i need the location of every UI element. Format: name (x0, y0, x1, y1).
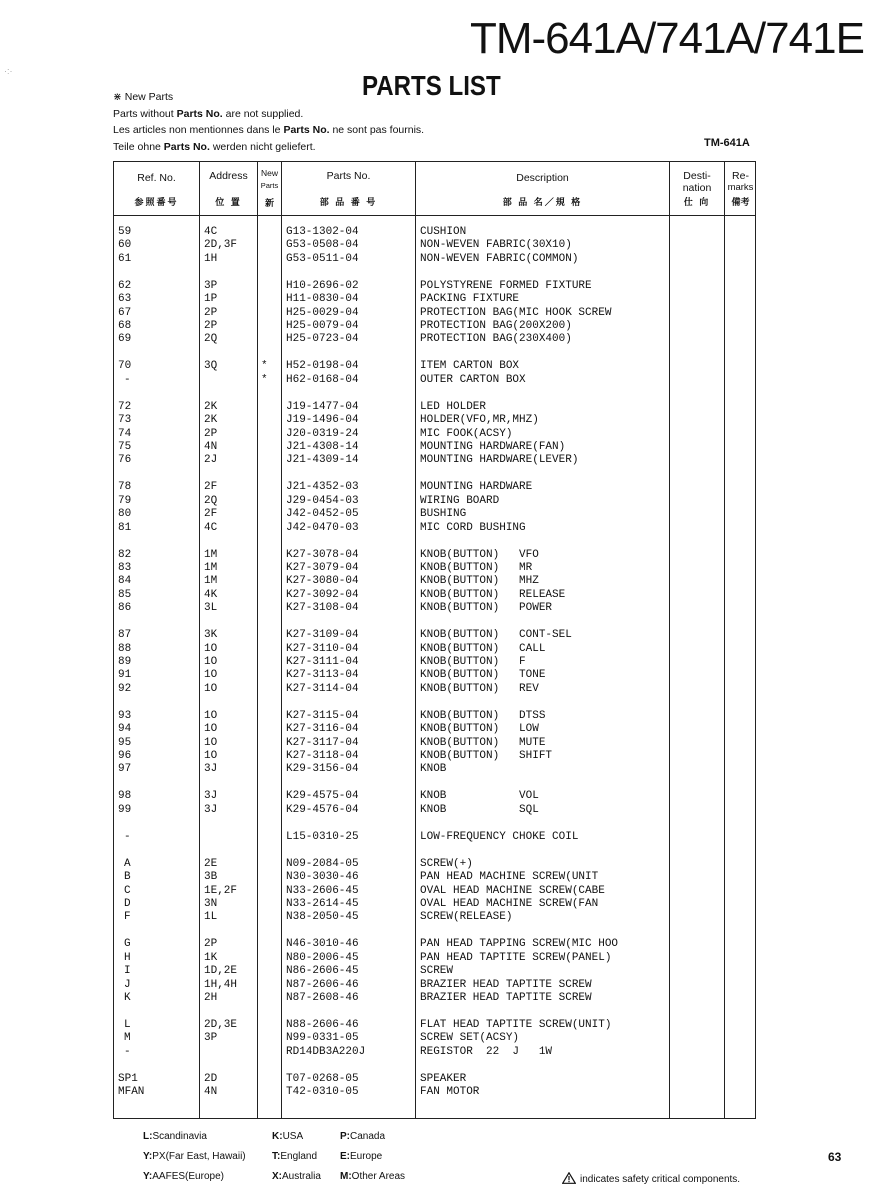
address-cell: 1E,2F (204, 884, 238, 897)
address-cell: 2P (204, 938, 218, 951)
ref-no-cell: 62 (118, 279, 132, 292)
legend-value: England (280, 1151, 318, 1162)
legend-row (340, 1151, 382, 1162)
model-title: TM-641A/741A/741E (470, 14, 864, 63)
description-cell: PROTECTION BAG(MIC HOOK SCREW (420, 306, 612, 319)
parts-no-cell: G13-1302-04 (286, 226, 359, 238)
column-divider (257, 162, 258, 1118)
header-parts-no: Parts No. (326, 170, 371, 182)
description-cell: OVAL HEAD MACHINE SCREW(FAN (420, 898, 599, 910)
description-cell: KNOB(BUTTON) DTSS (420, 709, 546, 722)
description-cell: BUSHING (420, 508, 467, 521)
description-cell: KNOB(BUTTON) MHZ (420, 575, 539, 588)
ref-no-cell: 76 (118, 454, 132, 467)
parts-no-cell: K27-3108-04 (286, 602, 359, 615)
parts-no-cell: T42-0310-05 (286, 1086, 359, 1099)
description-cell: FLAT HEAD TAPTITE SCREW(UNIT) (420, 1019, 612, 1031)
address-cell: 3N (204, 898, 218, 910)
parts-no-cell: K27-3114-04 (286, 682, 359, 695)
description-cell: KNOB(BUTTON) SHIFT (420, 750, 553, 762)
header-ref: Ref. No. (137, 172, 176, 184)
column-divider (415, 162, 416, 1118)
description-cell: KNOB VOL (420, 790, 539, 803)
description-cell: REGISTOR 22 J 1W (420, 1045, 553, 1058)
header-separator (114, 215, 755, 216)
column-divider (199, 162, 200, 1118)
description-cell: MOUNTING HARDWARE (420, 481, 533, 494)
address-cell: 2Q (204, 333, 218, 346)
address-cell: 1O (204, 736, 218, 749)
description-cell: KNOB SQL (420, 803, 539, 816)
note-text: werden nicht geliefert. (209, 141, 316, 153)
parts-no-cell: H11-0830-04 (286, 293, 359, 306)
header-destination-1: Desti- (683, 170, 711, 182)
ref-no-cell: 96 (118, 750, 132, 762)
address-cell: 3L (204, 602, 218, 615)
description-cell: KNOB(BUTTON) RELEASE (420, 588, 566, 601)
parts-no-cell: J29-0454-03 (286, 494, 359, 507)
ref-no-cell: F (124, 911, 131, 924)
header-address: Address (209, 170, 248, 182)
ref-no-cell: K (124, 992, 131, 1004)
ref-no-cell: - (124, 373, 131, 386)
ref-no-cell: SP1 (118, 1072, 138, 1085)
legend-value: Canada (350, 1131, 386, 1142)
parts-no-cell: K27-3118-04 (286, 750, 359, 762)
description-cell: KNOB(BUTTON) VFO (420, 548, 539, 561)
address-cell: 4N (204, 441, 218, 453)
address-cell: 1L (204, 911, 218, 924)
description-cell: KNOB(BUTTON) TONE (420, 669, 546, 682)
ref-no-cell: 61 (118, 252, 132, 265)
ref-no-cell: - (124, 830, 131, 843)
address-cell: 2E (204, 857, 218, 870)
legend-key: P: (340, 1131, 350, 1142)
parts-no-cell: K27-3080-04 (286, 575, 359, 588)
parts-no-cell: K27-3092-04 (286, 588, 359, 601)
parts-no-cell: K27-3078-04 (286, 548, 359, 561)
ref-no-cell: 60 (118, 239, 132, 252)
ref-no-cell: 83 (118, 562, 132, 574)
address-cell: 2F (204, 481, 218, 494)
description-cell: POLYSTYRENE FORMED FIXTURE (420, 279, 592, 292)
legend-key: L: (143, 1131, 153, 1142)
address-cell: 2P (204, 306, 218, 319)
address-cell: 3J (204, 790, 218, 803)
description-cell: BRAZIER HEAD TAPTITE SCREW (420, 978, 592, 991)
legend-key: X: (272, 1171, 282, 1182)
address-cell: 3P (204, 279, 218, 292)
parts-no-cell: H52-0198-04 (286, 360, 359, 373)
legend-row (340, 1171, 405, 1182)
ref-no-cell: 75 (118, 441, 132, 453)
address-cell: 4N (204, 1086, 218, 1099)
ref-no-cell: 97 (118, 763, 132, 776)
header-remarks-1: Re- (732, 170, 749, 182)
ref-no-cell: C (124, 884, 131, 897)
parts-no-cell: K29-4576-04 (286, 803, 359, 816)
address-cell: 3J (204, 803, 218, 816)
note-german (113, 141, 316, 153)
address-cell: 3P (204, 1032, 218, 1045)
address-cell: 1O (204, 682, 218, 695)
legend-key: Y: (143, 1171, 153, 1182)
description-cell: KNOB(BUTTON) REV (420, 682, 539, 695)
parts-no-cell: G53-0511-04 (286, 252, 359, 265)
legend-key: M: (340, 1171, 352, 1182)
note-english (113, 108, 303, 120)
address-cell: 4K (204, 588, 218, 601)
header-destination-2: nation (682, 182, 712, 194)
description-cell: KNOB(BUTTON) LOW (420, 723, 539, 736)
address-cell: 3Q (204, 360, 218, 373)
note-text: Teile ohne (113, 141, 164, 153)
safety-note (562, 1172, 740, 1185)
legend-key: Y: (143, 1151, 153, 1162)
legend-key: T: (272, 1151, 281, 1162)
ref-no-cell: G (124, 938, 131, 951)
parts-no-cell: N80-2006-45 (286, 951, 359, 964)
parts-no-cell: N86-2606-45 (286, 965, 359, 978)
address-cell: 1O (204, 642, 218, 655)
ref-no-cell: 63 (118, 293, 132, 306)
parts-no-cell: K27-3110-04 (286, 642, 359, 655)
header-new-1: New (260, 168, 278, 178)
address-cell: 1K (204, 951, 218, 964)
parts-no-cell: N30-3030-46 (286, 871, 359, 884)
address-cell: 1H,4H (204, 978, 238, 991)
legend-row (143, 1171, 224, 1182)
parts-no-cell: H25-0079-04 (286, 320, 359, 332)
description-cell: KNOB (420, 763, 447, 776)
description-cell: PAN HEAD MACHINE SCREW(UNIT (420, 871, 599, 884)
ref-no-cell: 88 (118, 642, 132, 655)
parts-no-cell: K27-3111-04 (286, 656, 359, 668)
legend-value: USA (282, 1131, 304, 1142)
ref-no-cell: 84 (118, 575, 132, 588)
description-cell: MIC FOOK(ACSY) (420, 427, 513, 440)
address-cell: 2D,3E (204, 1019, 238, 1031)
address-cell: 2J (204, 454, 218, 467)
description-cell: PAN HEAD TAPPING SCREW(MIC HOO (420, 938, 619, 951)
ref-no-cell: B (124, 871, 131, 884)
scan-artifact-mark: ·:· (4, 66, 13, 76)
column-divider (281, 162, 282, 1118)
address-cell: 2P (204, 427, 218, 440)
description-cell: SCREW SET(ACSY) (420, 1032, 520, 1045)
legend-value: PX(Far East, Hawaii) (152, 1151, 246, 1162)
parts-no-cell: K27-3079-04 (286, 562, 359, 574)
address-cell: 3J (204, 763, 218, 776)
new-parts-mark: ⋇ (113, 91, 122, 103)
parts-no-cell: N33-2606-45 (286, 884, 359, 897)
model-tag: TM-641A (704, 137, 750, 149)
description-cell: KNOB(BUTTON) POWER (420, 602, 553, 615)
parts-no-cell: H25-0029-04 (286, 306, 359, 319)
ref-no-cell: 94 (118, 723, 132, 736)
parts-no-cell: H25-0723-04 (286, 333, 359, 346)
description-cell: SCREW(RELEASE) (420, 911, 513, 924)
ref-no-cell: 73 (118, 414, 132, 427)
description-cell: ITEM CARTON BOX (420, 360, 520, 373)
ref-no-cell: 82 (118, 548, 132, 561)
ref-no-cell: 69 (118, 333, 132, 346)
header-description-jp: 部 品 名／規 格 (502, 197, 583, 207)
column-divider (669, 162, 670, 1118)
ref-no-cell: 67 (118, 306, 132, 319)
ref-no-cell: 91 (118, 669, 132, 682)
description-cell: WIRING BOARD (420, 494, 500, 507)
legend-value: Other Areas (351, 1171, 406, 1182)
header-destination-jp: 仕 向 (683, 197, 711, 207)
address-cell: 1M (204, 575, 218, 588)
parts-no-cell: K27-3116-04 (286, 723, 359, 736)
description-cell: MOUNTING HARDWARE(LEVER) (420, 454, 579, 467)
address-cell: 2F (204, 508, 218, 521)
header-address-jp: 位 置 (215, 197, 242, 207)
description-cell: PAN HEAD TAPTITE SCREW(PANEL) (420, 951, 612, 964)
parts-no-cell: J21-4309-14 (286, 454, 359, 467)
safety-note-text: indicates safety critical components. (580, 1174, 741, 1185)
ref-no-cell: 70 (118, 360, 132, 373)
description-cell: SPEAKER (420, 1072, 467, 1085)
ref-no-cell: J (124, 978, 131, 991)
address-cell: 1M (204, 562, 218, 574)
note-text: are not supplied. (222, 108, 304, 120)
ref-no-cell: 59 (118, 226, 132, 238)
ref-no-cell: 86 (118, 602, 132, 615)
description-cell: NON-WEVEN FABRIC(30X10) (420, 239, 572, 252)
description-cell: NON-WEVEN FABRIC(COMMON) (420, 252, 579, 265)
ref-no-cell: 74 (118, 427, 132, 440)
ref-no-cell: D (124, 898, 131, 910)
legend-value: Scandinavia (152, 1131, 207, 1142)
note-bold: Parts No. (176, 108, 223, 120)
parts-no-cell: RD14DB3A220J (286, 1045, 366, 1058)
address-cell: 1O (204, 669, 218, 682)
legend-row (340, 1131, 385, 1142)
description-cell: PACKING FIXTURE (420, 293, 520, 306)
description-cell: MIC CORD BUSHING (420, 521, 526, 534)
address-cell: 2D (204, 1072, 218, 1085)
parts-table (113, 161, 756, 1119)
address-cell: 4C (204, 521, 218, 534)
address-cell: 2K (204, 400, 218, 413)
ref-no-cell: 72 (118, 400, 132, 413)
ref-no-cell: 89 (118, 656, 132, 668)
ref-no-cell: M (124, 1032, 131, 1045)
parts-no-cell: N09-2084-05 (286, 857, 359, 870)
address-cell: 1H (204, 252, 218, 265)
parts-no-cell: T07-0268-05 (286, 1072, 359, 1085)
parts-no-cell: H62-0168-04 (286, 373, 359, 386)
warning-triangle-icon (562, 1172, 576, 1184)
address-cell: 2K (204, 414, 218, 427)
description-cell: KNOB(BUTTON) F (420, 656, 526, 668)
address-cell: 2P (204, 320, 218, 332)
legend-row (272, 1171, 321, 1182)
column-divider (724, 162, 725, 1118)
header-new-2: Parts (260, 181, 279, 190)
parts-no-cell: N38-2050-45 (286, 911, 359, 924)
ref-no-cell: MFAN (118, 1086, 145, 1099)
ref-no-cell: 93 (118, 709, 132, 722)
note-french (113, 124, 424, 136)
parts-no-cell: J19-1496-04 (286, 414, 359, 427)
legend-value: Europe (350, 1151, 383, 1162)
parts-no-cell: N88-2606-46 (286, 1019, 359, 1031)
parts-no-cell: L15-0310-25 (286, 830, 359, 843)
ref-no-cell: 99 (118, 803, 132, 816)
note-text: New Parts (121, 91, 174, 103)
header-new-jp: 新 (264, 198, 274, 208)
description-cell: KNOB(BUTTON) CONT-SEL (420, 629, 572, 642)
parts-no-cell: J19-1477-04 (286, 400, 359, 413)
parts-no-cell: K29-4575-04 (286, 790, 359, 803)
address-cell: 1M (204, 548, 218, 561)
parts-no-cell: N33-2614-45 (286, 898, 359, 910)
description-cell: BRAZIER HEAD TAPTITE SCREW (420, 992, 592, 1004)
ref-no-cell: 80 (118, 508, 132, 521)
address-cell: 2H (204, 992, 218, 1004)
note-text: ne sont pas fournis. (329, 124, 425, 136)
address-cell: 1O (204, 723, 218, 736)
parts-no-cell: K27-3109-04 (286, 629, 359, 642)
ref-no-cell: A (124, 857, 131, 870)
legend-key: K: (272, 1131, 283, 1142)
header-remarks-2: marks (727, 182, 754, 193)
description-cell: SCREW(+) (420, 857, 473, 870)
description-cell: LED HOLDER (420, 400, 487, 413)
parts-no-cell: K27-3115-04 (286, 709, 359, 722)
parts-no-cell: G53-0508-04 (286, 239, 359, 252)
parts-no-cell: J20-0319-24 (286, 427, 359, 440)
ref-no-cell: 78 (118, 481, 132, 494)
ref-no-cell: L (124, 1019, 131, 1031)
parts-no-cell: K27-3117-04 (286, 736, 359, 749)
header-description: Description (516, 172, 569, 184)
ref-no-cell: 87 (118, 629, 132, 642)
parts-no-cell: K29-3156-04 (286, 763, 359, 776)
description-cell: KNOB(BUTTON) CALL (420, 642, 546, 655)
description-cell: LOW-FREQUENCY CHOKE COIL (420, 830, 579, 843)
ref-no-cell: H (124, 951, 131, 964)
ref-no-cell: 81 (118, 521, 132, 534)
parts-no-cell: N87-2606-46 (286, 978, 359, 991)
ref-no-cell: 92 (118, 682, 132, 695)
parts-no-cell: N46-3010-46 (286, 938, 359, 951)
header-remarks-jp: 備考 (731, 197, 750, 207)
legend-value: AAFES(Europe) (152, 1171, 224, 1182)
address-cell: 2Q (204, 494, 218, 507)
parts-no-cell: J42-0470-03 (286, 521, 359, 534)
description-cell: CUSHION (420, 226, 467, 238)
page-number: 63 (828, 1150, 842, 1164)
address-cell: 1P (204, 293, 218, 306)
legend-value: Australia (282, 1171, 321, 1182)
address-cell: 1O (204, 656, 218, 668)
parts-no-cell: J21-4352-03 (286, 481, 359, 494)
address-cell: 2D,3F (204, 239, 238, 252)
note-text: Parts without (113, 108, 177, 120)
ref-no-cell: 68 (118, 320, 132, 332)
ref-no-cell: 85 (118, 588, 132, 601)
address-cell: 1O (204, 709, 218, 722)
description-cell: MOUNTING HARDWARE(FAN) (420, 441, 566, 453)
header-ref-jp: 参照番号 (134, 197, 179, 207)
description-cell: KNOB(BUTTON) MR (420, 562, 533, 574)
new-parts-cell: * (261, 373, 268, 386)
legend-row (143, 1151, 246, 1162)
address-cell: 1D,2E (204, 965, 238, 978)
ref-no-cell: 95 (118, 736, 132, 749)
parts-no-cell: N99-0331-05 (286, 1032, 359, 1045)
description-cell: PROTECTION BAG(230X400) (420, 333, 572, 346)
parts-no-cell: K27-3113-04 (286, 669, 359, 682)
legend-key: E: (340, 1151, 350, 1162)
parts-no-cell: J21-4308-14 (286, 441, 359, 453)
note-bold: Parts No. (283, 124, 330, 136)
description-cell: SCREW (420, 965, 454, 978)
note-bold: Parts No. (163, 141, 210, 153)
ref-no-cell: I (124, 965, 131, 978)
parts-list-title: PARTS LIST (362, 70, 501, 101)
address-cell: 3B (204, 871, 218, 884)
ref-no-cell: 98 (118, 790, 132, 803)
address-cell: 4C (204, 226, 218, 238)
address-cell: 3K (204, 629, 218, 642)
parts-no-cell: H10-2696-02 (286, 279, 359, 292)
ref-no-cell: - (124, 1045, 131, 1058)
description-cell: KNOB(BUTTON) MUTE (420, 736, 546, 749)
description-cell: OVAL HEAD MACHINE SCREW(CABE (420, 884, 605, 897)
ref-no-cell: 79 (118, 494, 132, 507)
header-parts-no-jp: 部 品 番 号 (319, 197, 378, 207)
description-cell: HOLDER(VFO,MR,MHZ) (420, 414, 539, 427)
address-cell: 1O (204, 750, 218, 762)
note-text: Les articles non mentionnes dans le (113, 124, 284, 136)
parts-no-cell: J42-0452-05 (286, 508, 359, 521)
parts-no-cell: N87-2608-46 (286, 992, 359, 1004)
legend-row (272, 1151, 317, 1162)
new-parts-cell: * (261, 360, 268, 373)
legend-row (143, 1131, 207, 1142)
description-cell: OUTER CARTON BOX (420, 373, 526, 386)
legend-row (272, 1131, 303, 1142)
note-new-parts (113, 91, 173, 103)
description-cell: PROTECTION BAG(200X200) (420, 320, 572, 332)
description-cell: FAN MOTOR (420, 1086, 480, 1099)
